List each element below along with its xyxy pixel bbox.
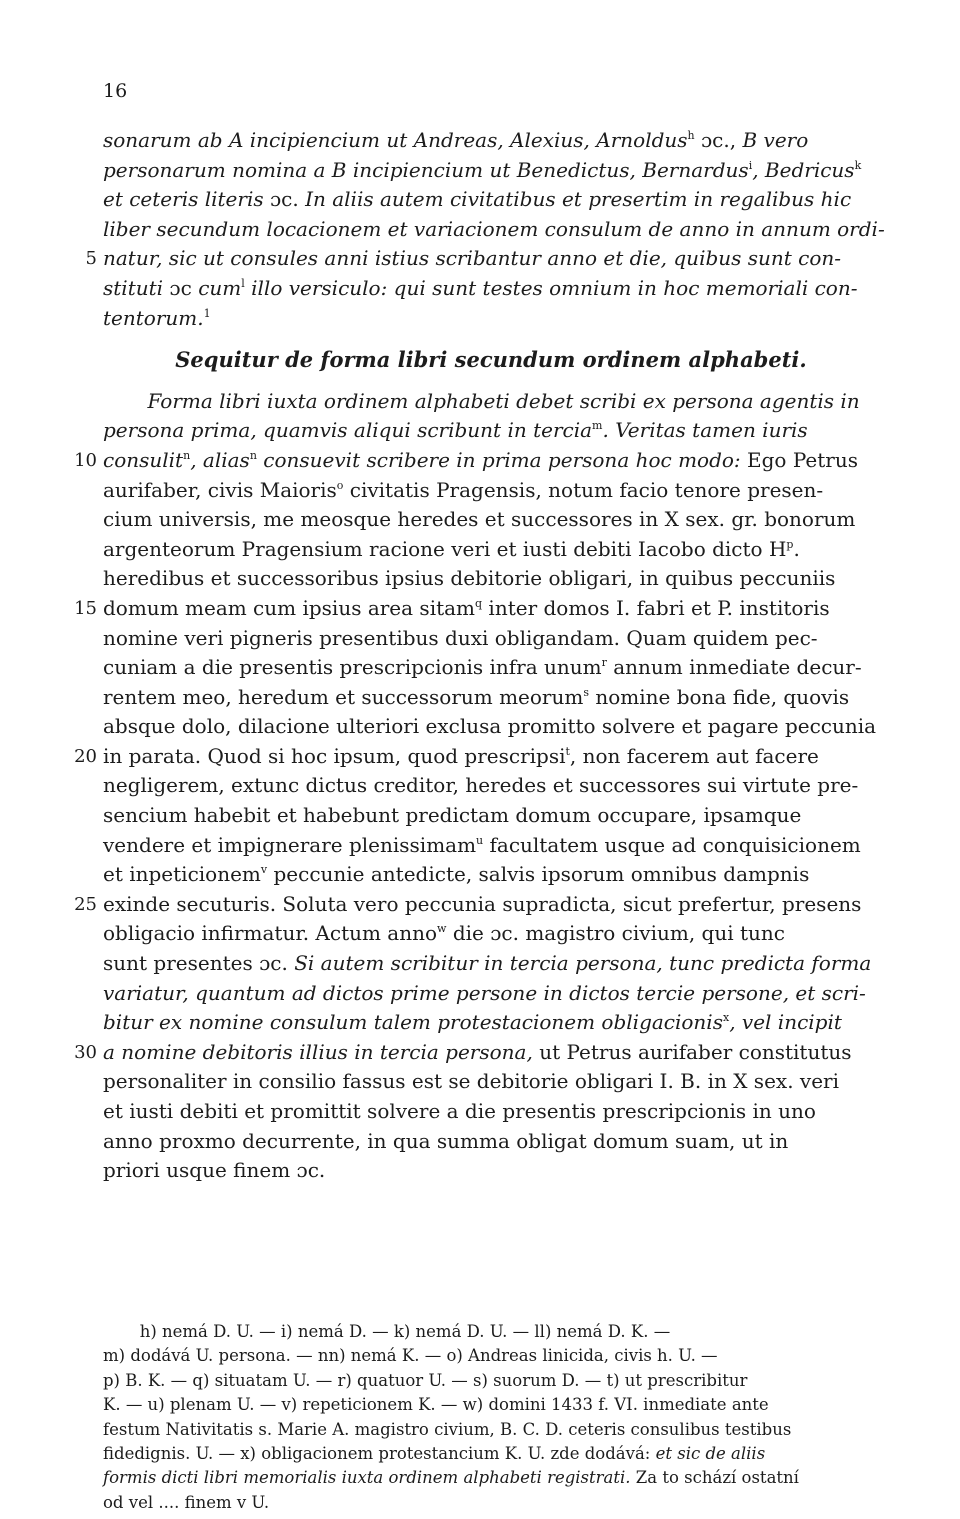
text-line	[103, 1127, 879, 1157]
text-line	[74, 742, 879, 772]
line-text: natur, sic ut consules anni istius scribantur anno et die, quibus sunt con-	[103, 246, 842, 271]
text-line	[103, 126, 879, 156]
text-line	[103, 1156, 879, 1186]
line-text: sunt presentes ɔc. Si autem scribitur in tercia persona, tunc predicta forma	[103, 951, 872, 976]
line-text: tentorum.$^1$	[103, 305, 211, 330]
footnote-line: m) dodává U. persona. — nn) nemá K. — o) Andreas linicida, civis h. U. —	[103, 1346, 718, 1366]
line-number: 15	[74, 597, 97, 619]
line-text: personaliter in consilio fassus est se debitorie obligari I. B. in X sex. veri	[103, 1069, 839, 1094]
line-number: 10	[74, 449, 97, 471]
line-number: 25	[74, 893, 97, 915]
footnote-line: festum Nativitatis s. Marie A. magistro civium, B. C. D. ceteris consulibus testibus	[103, 1419, 792, 1439]
text-line	[74, 446, 879, 476]
footnote-line: K. — u) plenam U. — v) repeticionem K. — w) domini 1433 f. VI. inmediate ante	[103, 1395, 769, 1415]
text-line	[103, 185, 879, 215]
text-line	[103, 416, 879, 446]
line-text: variatur, quantum ad dictos prime persone in dictos tercie persone, et scri-	[103, 980, 866, 1005]
text-line	[74, 594, 879, 624]
line-text: bitur ex nomine consulum talem protestacionem obligacionis$^x$, vel incipit	[103, 1010, 842, 1035]
text-line	[103, 304, 879, 334]
page-number: 16	[103, 80, 128, 102]
line-text: exinde secuturis. Soluta vero peccunia supradicta, sicut prefertur, presens	[103, 891, 862, 916]
line-text: in parata. Quod si hoc ipsum, quod prescripsi$^t$, non facerem aut facere	[103, 743, 819, 768]
line-text: et iusti debiti et promittit solvere a die presentis prescripcionis in uno	[103, 1099, 816, 1123]
text-line	[74, 890, 879, 920]
line-text: et ceteris literis ɔc. In aliis autem civitatibus et presertim in regalibus hic	[103, 187, 852, 212]
text-line	[103, 919, 879, 949]
text-line	[74, 1038, 879, 1068]
footnote-line: fidedignis. U. — x) obligacionem protestancium K. U. zde dodává: et sic de aliis	[103, 1444, 766, 1464]
text-line	[103, 1008, 879, 1038]
line-text: cuniam a die presentis prescripcionis infra unum$^r$ annum inmediate decur-	[103, 655, 862, 680]
line-number: 5	[85, 248, 97, 270]
text-line	[103, 215, 885, 245]
line-text: persona prima, quamvis aliqui scribunt in tercia$^m$. Veritas tamen iuris	[103, 418, 808, 443]
line-number: 30	[74, 1041, 97, 1063]
text-line	[103, 535, 879, 565]
footnote-line: h) nemá D. U. — i) nemá D. — k) nemá D. U. — ll) nemá D. K. —	[103, 1322, 671, 1341]
line-text: personarum nomina a B incipiencium ut Benedictus, Bernardus$^i$, Bedricus$^k$	[103, 157, 862, 182]
line-text: argenteorum Pragensium racione veri et iusti debiti Iacobo dicto $H^p$.	[103, 536, 800, 561]
text-line	[103, 712, 879, 742]
text-line	[103, 387, 879, 417]
line-text: obligacio infirmatur. Actum anno$^w$ die ɔc. magistro civium, qui tunc	[103, 921, 785, 946]
line-text: consulit$^n$, alias$^n$ consuevit scribere in prima persona hoc modo: Ego Petrus	[103, 447, 858, 472]
line-text: negligerem, extunc dictus creditor, heredes et successores sui virtute pre-	[103, 773, 859, 798]
line-text: priori usque finem ɔc.	[103, 1158, 326, 1183]
line-text: anno proxmo decurrente, in qua summa obligat domum suam, ut in	[103, 1128, 789, 1153]
line-text: rentem meo, heredum et successorum meorum$^s$ nomine bona fide, quovis	[103, 684, 850, 709]
text-line	[103, 683, 879, 713]
line-text: stituti ɔc cum$^l$ illo versiculo: qui sunt testes omnium in hoc memoriali con-	[103, 275, 858, 300]
line-text: vendere et impignerare plenissimam$^u$ facultatem usque ad conquisicionem	[103, 832, 861, 857]
line-text: et inpeticionem$^v$ peccunie antedicte, salvis ipsorum omnibus dampnis	[103, 862, 810, 887]
text-line	[103, 979, 879, 1009]
line-text: liber secundum locacionem et variacionem consulum de anno in annum ordi-	[103, 216, 885, 241]
section-heading	[103, 345, 879, 375]
text-line	[103, 156, 879, 186]
line-text: heredibus et successoribus ipsius debitorie obligari, in quibus peccuniis	[103, 566, 836, 591]
text-line	[103, 949, 879, 979]
line-text: sonarum ab A incipiencium ut Andreas, Alexius, Arnoldus$^h$ ɔc., B vero	[103, 128, 809, 152]
text-line	[103, 624, 879, 654]
line-text: a nomine debitoris illius in tercia persona, ut Petrus aurifaber constitutus	[103, 1039, 852, 1064]
text-line	[103, 274, 879, 304]
line-text: nomine veri pigneris presentibus duxi obligandam. Quam quidem pec-	[103, 625, 818, 650]
line-text: Sequitur de forma libri secundum ordinem alphabeti.	[175, 347, 807, 373]
footnote-line: od vel .... finem v U.	[103, 1492, 270, 1512]
line-text: Forma libri iuxta ordinem alphabeti debet scribi ex persona agentis in	[103, 388, 860, 413]
line-number: 20	[74, 745, 97, 767]
text-line	[103, 505, 879, 535]
line-text: domum meam cum ipsius area sitam$^q$ inter domos I. fabri et P. institoris	[103, 595, 830, 620]
main-text	[74, 126, 885, 1186]
text-line	[103, 476, 879, 506]
text-line	[103, 831, 879, 861]
footnote-line: p) B. K. — q) situatam U. — r) quatuor U. — s) suorum D. — t) ut prescribitur	[103, 1370, 748, 1390]
text-line	[103, 653, 879, 683]
line-text: aurifaber, civis Maioris$^o$ civitatis Pragensis, notum facio tenore presen-	[103, 477, 824, 502]
text-line	[103, 1067, 879, 1097]
text-line	[103, 1097, 879, 1127]
footnote-line: formis dicti libri memorialis iuxta ordinem alphabeti registrati. Za to schází ostatní	[103, 1468, 799, 1488]
line-text: cium universis, me meosque heredes et successores in X sex. gr. bonorum	[103, 507, 856, 532]
text-line	[103, 564, 879, 594]
text-line	[85, 244, 879, 274]
footnotes	[103, 1320, 879, 1515]
text-line	[103, 801, 879, 831]
text-line	[103, 771, 879, 801]
line-text: sencium habebit et habebunt predictam domum occupare, ipsamque	[103, 803, 802, 828]
text-line	[103, 860, 879, 890]
line-text: absque dolo, dilacione ulteriori exclusa promitto solvere et pagare peccunia	[103, 714, 877, 739]
